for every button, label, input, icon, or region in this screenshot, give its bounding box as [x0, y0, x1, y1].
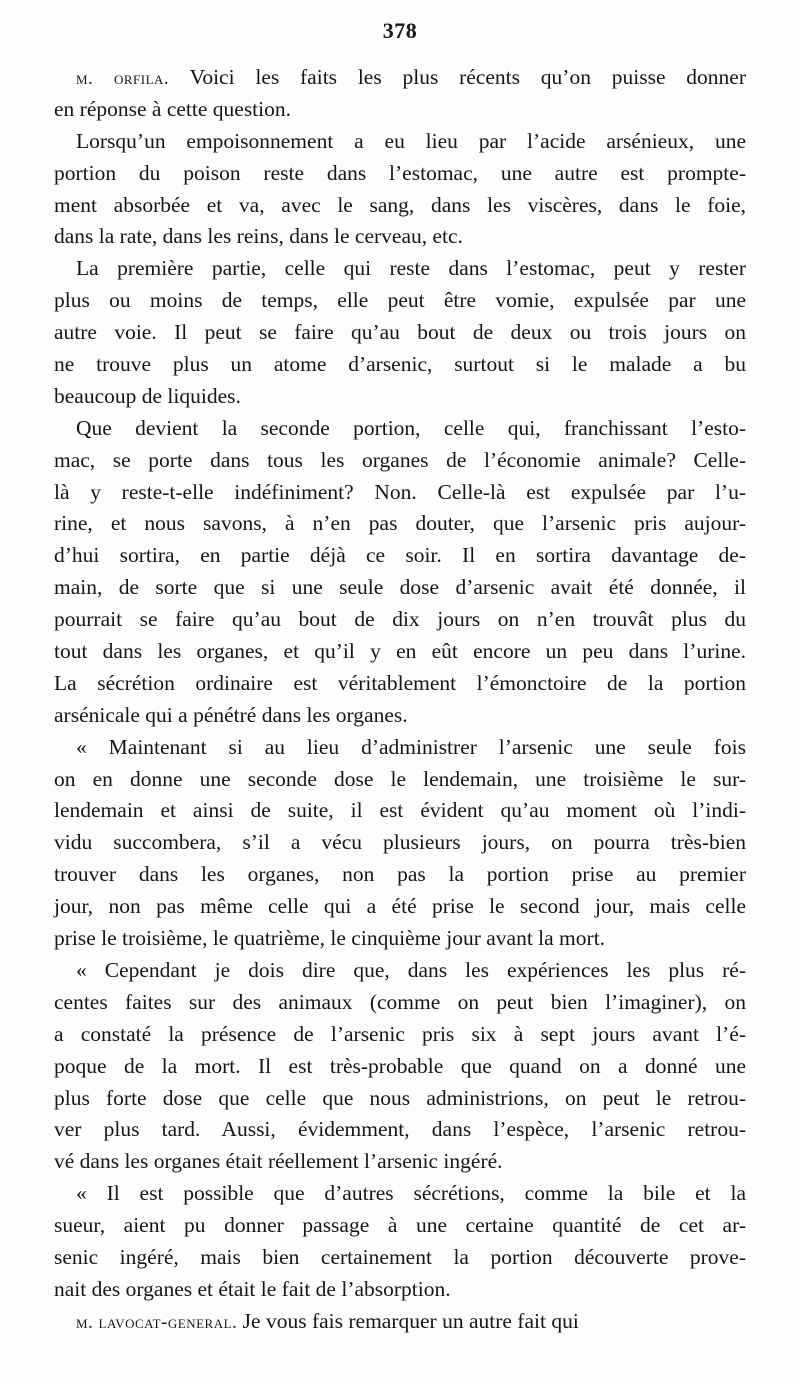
text-line [54, 413, 746, 445]
text-line [54, 317, 746, 349]
text-line [54, 158, 746, 190]
line-text: en réponse à cette question. [54, 96, 292, 121]
line-text: Lorsqu’un empoisonnement a eu lieu par l’acide arsénieux, une [76, 128, 746, 153]
line-text: autre voie. Il peut se faire qu’au bout de deux ou trois jours on [54, 320, 746, 345]
text-line [54, 540, 746, 572]
text-line [54, 987, 746, 1019]
line-text: Je vous fais remarquer un autre fait qui [237, 1308, 579, 1333]
text-line [54, 955, 746, 987]
line-text: beaucoup de liquides. [54, 383, 241, 408]
speaker-name: m. orfila. [76, 68, 170, 89]
line-text: on en donne une seconde dose le lendemain, une troisième le sur- [54, 766, 746, 791]
line-text: plus ou moins de temps, elle peut être vomie, expulsée par une [54, 288, 746, 313]
text-line [54, 700, 746, 732]
text-line [54, 477, 746, 509]
line-text: a constaté la présence de l’arsenic pris six à sept jours avant l’é- [54, 1021, 746, 1046]
line-text: là y reste-t-elle indéfiniment? Non. Celle-là est expulsée par l’u- [54, 479, 746, 504]
line-text: pourrait se faire qu’au bout de dix jours on n’en trouvât plus du [54, 607, 746, 632]
text-line [54, 859, 746, 891]
text-line [54, 795, 746, 827]
line-text: trouver dans les organes, non pas la portion prise au premier [54, 862, 746, 887]
text-line [54, 349, 746, 381]
text-line [54, 1274, 746, 1306]
line-text: Voici les faits les plus récents qu’on puisse donner [169, 65, 746, 89]
line-text: La sécrétion ordinaire est véritablement l’émonctoire de la portion [54, 670, 746, 695]
text-line [54, 221, 746, 253]
text-line [54, 381, 746, 413]
line-text: mac, se porte dans tous les organes de l’économie animale? Celle- [54, 447, 746, 472]
text-line [54, 508, 746, 540]
line-text: vidu succombera, s’il a vécu plusieurs jours, on pourra très-bien [54, 830, 746, 855]
line-text: sueur, aient pu donner passage à une certaine quantité de cet ar- [54, 1213, 746, 1238]
text-line [54, 1114, 746, 1146]
text-line [54, 891, 746, 923]
text-line [54, 1146, 746, 1178]
text-line [54, 923, 746, 955]
text-line [54, 126, 746, 158]
line-text: arsénicale qui a pénétré dans les organes. [54, 702, 408, 727]
speaker-name: m. lavocat-general. [76, 1311, 238, 1333]
line-text: La première partie, celle qui reste dans l’estomac, peut y rester [76, 256, 746, 281]
line-text: plus forte dose que celle que nous administrions, on peut le retrou- [54, 1085, 746, 1110]
text-line [54, 1051, 746, 1083]
text-line [54, 572, 746, 604]
text-line [54, 285, 746, 317]
line-text: poque de la mort. Il est très-probable que quand on a donné une [54, 1053, 746, 1078]
text-line [54, 253, 746, 285]
line-text: senic ingéré, mais bien certainement la portion découverte prove- [54, 1244, 746, 1269]
line-text: dans la rate, dans les reins, dans le cerveau, etc. [54, 224, 463, 249]
line-text: lendemain et ainsi de suite, il est évident qu’au moment où l’indi- [54, 798, 746, 823]
line-text: rine, et nous savons, à n’en pas douter, que l’arsenic pris aujour- [54, 511, 746, 536]
text-line [54, 636, 746, 668]
text-line [54, 94, 746, 126]
text-line [54, 604, 746, 636]
line-text: portion du poison reste dans l’estomac, une autre est prompte- [54, 160, 746, 185]
line-text: ver plus tard. Aussi, évidemment, dans l’espèce, l’arsenic retrou- [54, 1117, 746, 1142]
line-text: main, de sorte que si une seule dose d’arsenic avait été donnée, il [54, 575, 746, 600]
line-text: « Il est possible que d’autres sécrétions, comme la bile et la [76, 1181, 746, 1206]
text-line [54, 1210, 746, 1242]
line-text: d’hui sortira, en partie déjà ce soir. Il en sortira davantage de- [54, 543, 746, 568]
text-line [54, 62, 746, 94]
text-line [54, 190, 746, 222]
body-text [54, 62, 746, 1338]
line-text: prise le troisième, le quatrième, le cinquième jour avant la mort. [54, 926, 606, 951]
line-text: Que devient la seconde portion, celle qui, franchissant l’esto- [76, 415, 746, 440]
line-text: vé dans les organes était réellement l’arsenic ingéré. [54, 1149, 503, 1174]
line-text: ment absorbée et va, avec le sang, dans les viscères, dans le foie, [54, 192, 746, 217]
line-text: nait des organes et était le fait de l’absorption. [54, 1276, 451, 1301]
text-line [54, 1019, 746, 1051]
text-line [54, 1083, 746, 1115]
text-line [54, 1178, 746, 1210]
text-line [54, 668, 746, 700]
text-line [54, 827, 746, 859]
text-line [54, 732, 746, 764]
line-text: tout dans les organes, et qu’il y en eût encore un peu dans l’urine. [54, 639, 746, 664]
text-line [54, 764, 746, 796]
line-text: « Cependant je dois dire que, dans les expériences les plus ré- [76, 957, 746, 982]
line-text: ne trouve plus un atome d’arsenic, surtout si le malade a bu [54, 352, 746, 377]
line-text: jour, non pas même celle qui a été prise le second jour, mais celle [54, 894, 746, 919]
line-text: « Maintenant si au lieu d’administrer l’arsenic une seule fois [76, 734, 746, 759]
text-line [54, 1242, 746, 1274]
page-number: 378 [382, 18, 418, 43]
text-line [54, 1306, 746, 1338]
text-line [54, 445, 746, 477]
line-text: centes faites sur des animaux (comme on peut bien l’imaginer), on [54, 989, 746, 1014]
